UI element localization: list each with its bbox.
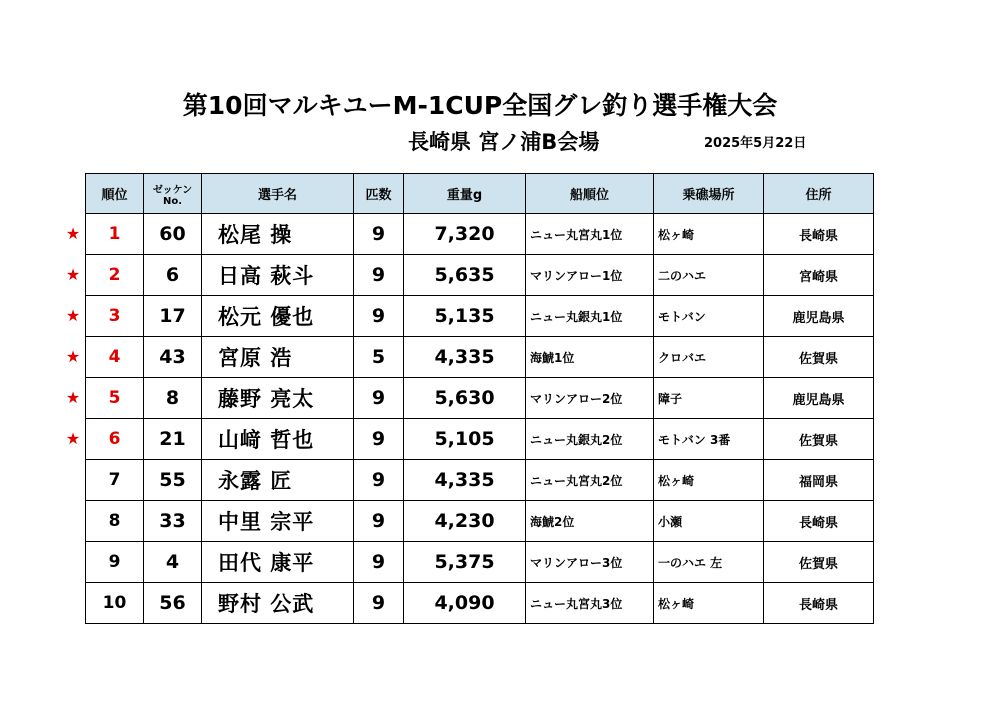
cell-address: 佐賀県 [764,337,874,378]
cell-count: 9 [354,378,404,419]
table-row [86,419,874,460]
cell-address: 佐賀県 [764,419,874,460]
cell-weight: 4,335 [404,337,526,378]
cell-name: 田代 康平 [202,542,354,583]
cell-address: 宮崎県 [764,255,874,296]
cell-spot: 二のハエ [654,255,764,296]
cell-name: 永露 匠 [202,460,354,501]
cell-weight: 5,375 [404,542,526,583]
cell-rank: 5 [86,378,144,419]
cell-count: 9 [354,214,404,255]
cell-boat: ニュー丸銀丸2位 [526,419,654,460]
page-title: 第10回マルキユーM-1CUP全国グレ釣り選手権大会 [182,91,778,120]
cell-boat: マリンアロー1位 [526,255,654,296]
star-icon: ★ [65,347,81,366]
cell-bib: 6 [144,255,202,296]
cell-bib: 60 [144,214,202,255]
cell-rank: 10 [86,583,144,624]
col-header-count: 匹数 [354,174,404,214]
star-icon: ★ [65,265,81,284]
cell-name: 宮原 浩 [202,337,354,378]
table-row [86,337,874,378]
col-header-address: 住所 [764,174,874,214]
cell-address: 福岡県 [764,460,874,501]
cell-weight: 4,090 [404,583,526,624]
cell-name: 山﨑 哲也 [202,419,354,460]
table-header-row [86,174,874,214]
table-row [86,460,874,501]
table-row [86,542,874,583]
cell-address: 長崎県 [764,214,874,255]
cell-rank: 1 [86,214,144,255]
cell-bib: 4 [144,542,202,583]
cell-rank: 4 [86,337,144,378]
table-row [86,378,874,419]
cell-rank: 3 [86,296,144,337]
col-header-spot: 乗礁場所 [654,174,764,214]
cell-spot: 小瀬 [654,501,764,542]
venue-subtitle: 長崎県 宮ノ浦B会場 [408,130,600,154]
star-icon: ★ [65,306,81,325]
table-row [86,255,874,296]
cell-rank: 6 [86,419,144,460]
col-header-weight: 重量g [404,174,526,214]
table-row [86,296,874,337]
table-row [86,214,874,255]
cell-bib: 56 [144,583,202,624]
cell-address: 佐賀県 [764,542,874,583]
cell-count: 5 [354,337,404,378]
cell-bib: 43 [144,337,202,378]
cell-spot: 松ヶ崎 [654,583,764,624]
cell-address: 長崎県 [764,501,874,542]
cell-boat: マリンアロー2位 [526,378,654,419]
cell-bib: 8 [144,378,202,419]
cell-rank: 8 [86,501,144,542]
cell-rank: 7 [86,460,144,501]
cell-rank: 9 [86,542,144,583]
cell-bib: 17 [144,296,202,337]
star-icon: ★ [65,388,81,407]
cell-bib: 21 [144,419,202,460]
cell-count: 9 [354,583,404,624]
cell-weight: 5,635 [404,255,526,296]
cell-count: 9 [354,255,404,296]
cell-address: 鹿児島県 [764,296,874,337]
cell-boat: マリンアロー3位 [526,542,654,583]
col-header-rank: 順位 [86,174,144,214]
star-icon: ★ [65,429,81,448]
cell-bib: 55 [144,460,202,501]
cell-bib: 33 [144,501,202,542]
col-header-bib: ゼッケンNo. [144,174,202,214]
col-header-name: 選手名 [202,174,354,214]
cell-count: 9 [354,296,404,337]
col-header-boat: 船順位 [526,174,654,214]
cell-boat: ニュー丸宮丸1位 [526,214,654,255]
cell-spot: 一のハエ 左 [654,542,764,583]
cell-boat: ニュー丸銀丸1位 [526,296,654,337]
cell-name: 野村 公武 [202,583,354,624]
cell-boat: 海鯱1位 [526,337,654,378]
cell-name: 松元 優也 [202,296,354,337]
cell-weight: 4,335 [404,460,526,501]
results-table [85,173,874,624]
cell-name: 松尾 操 [202,214,354,255]
cell-weight: 4,230 [404,501,526,542]
cell-rank: 2 [86,255,144,296]
cell-count: 9 [354,501,404,542]
cell-spot: 松ヶ崎 [654,214,764,255]
cell-weight: 5,630 [404,378,526,419]
cell-name: 日高 萩斗 [202,255,354,296]
cell-count: 9 [354,542,404,583]
event-date: 2025年5月22日 [704,136,807,151]
cell-boat: 海鯱2位 [526,501,654,542]
star-icon: ★ [65,224,81,243]
table-row [86,583,874,624]
cell-boat: ニュー丸宮丸3位 [526,583,654,624]
cell-name: 中里 宗平 [202,501,354,542]
cell-weight: 5,105 [404,419,526,460]
cell-weight: 5,135 [404,296,526,337]
cell-spot: 松ヶ崎 [654,460,764,501]
cell-spot: モトバン [654,296,764,337]
cell-address: 長崎県 [764,583,874,624]
cell-count: 9 [354,460,404,501]
table-row [86,501,874,542]
cell-boat: ニュー丸宮丸2位 [526,460,654,501]
cell-name: 藤野 亮太 [202,378,354,419]
cell-spot: クロバエ [654,337,764,378]
cell-address: 鹿児島県 [764,378,874,419]
cell-count: 9 [354,419,404,460]
cell-weight: 7,320 [404,214,526,255]
cell-spot: 障子 [654,378,764,419]
cell-spot: モトバン 3番 [654,419,764,460]
